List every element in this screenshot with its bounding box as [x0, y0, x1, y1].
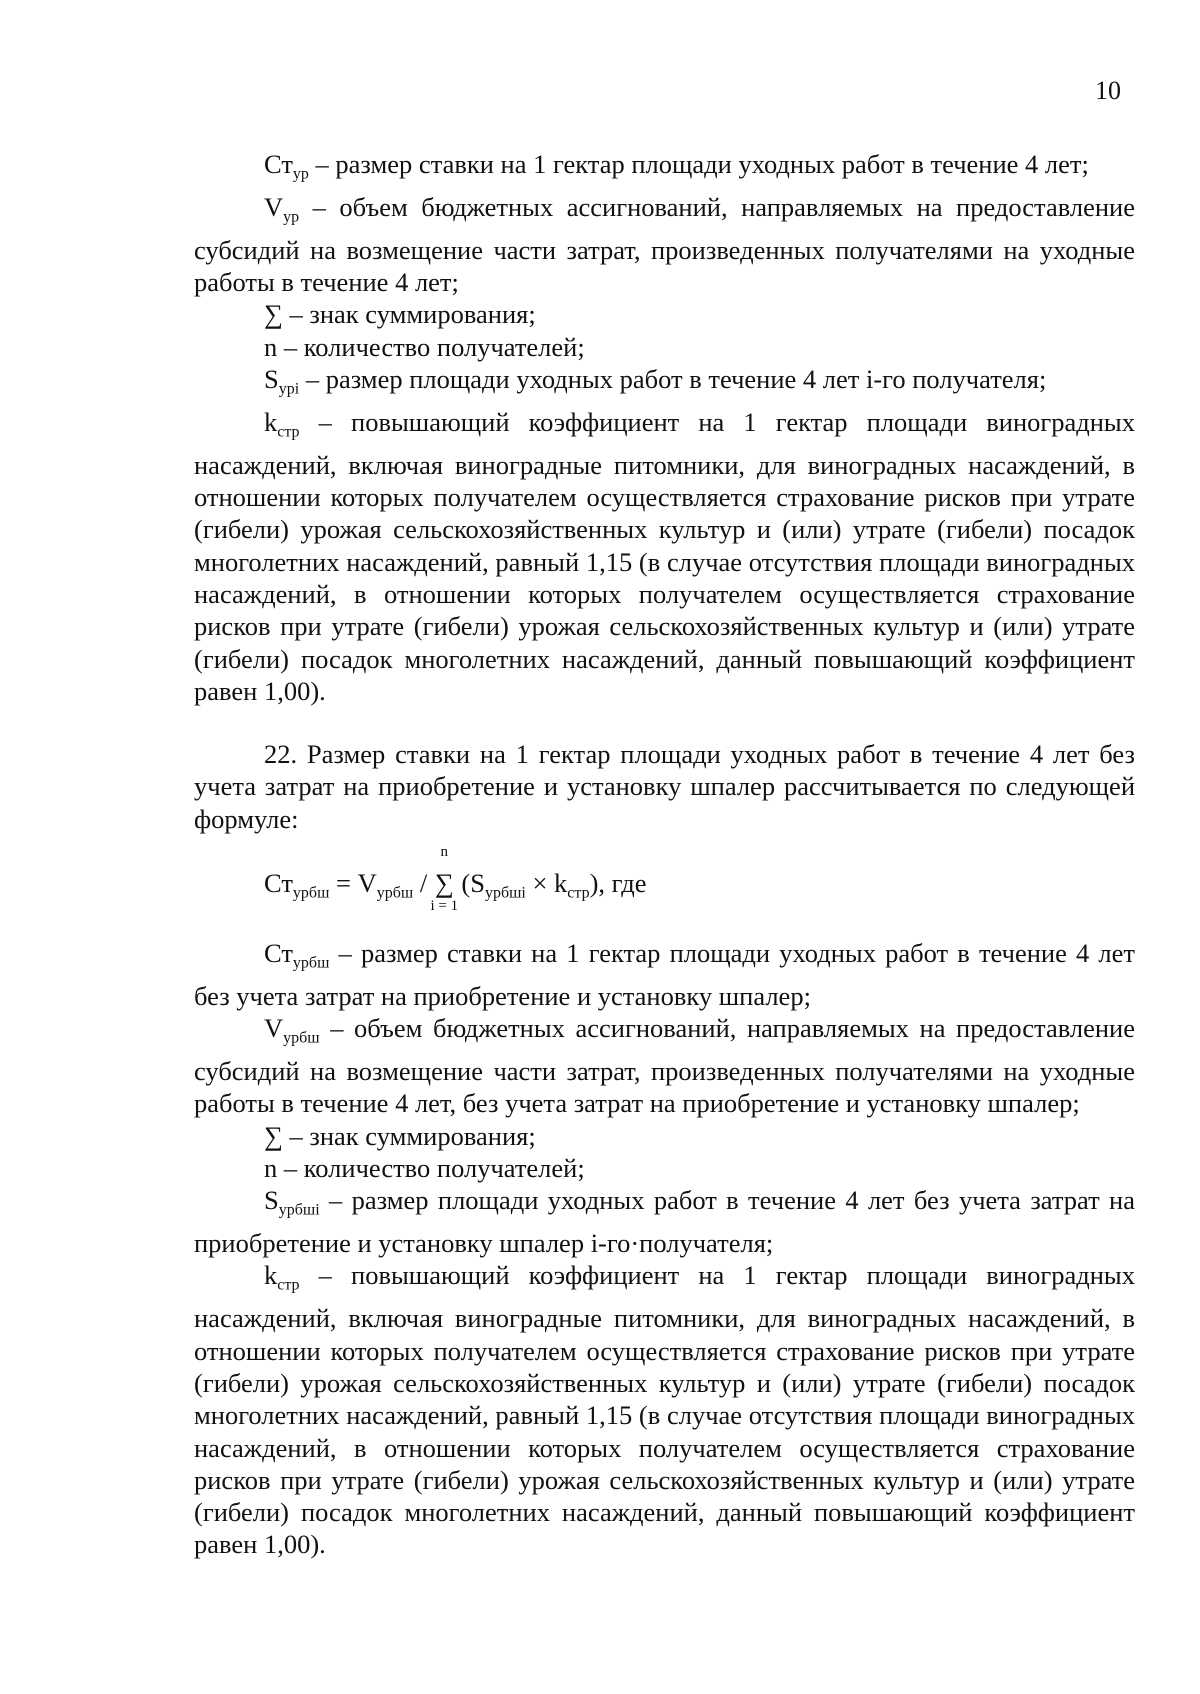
- sigma-group: [430, 844, 459, 915]
- definition-s-uri: [194, 363, 1135, 406]
- definition-v-urbsh: [194, 1012, 1135, 1119]
- definition-sum-2: ∑ – знак суммирования;: [264, 1120, 536, 1151]
- definition-text: – размер площади уходных работ в течение 4 лет i-го получателя;: [299, 363, 1047, 394]
- definition-sum: ∑ – знак суммирования;: [264, 299, 536, 330]
- subscript: ур: [292, 165, 309, 183]
- symbol: S: [264, 1185, 279, 1216]
- definition-st-urbsh: [194, 937, 1135, 1012]
- formula-close: ), где: [589, 868, 647, 899]
- formula-equals: =: [329, 868, 358, 899]
- clause-22: 22. Размер ставки на 1 гектар площади уходных работ в течение 4 лет без учета затрат на приобретение и установку шпалер рассчитывается по следующей формуле:: [194, 739, 1135, 834]
- subscript: урбш: [292, 954, 330, 972]
- formula: [264, 844, 647, 915]
- definition-text: – размер ставки на 1 гектар площади уходных работ в течение 4 лет;: [308, 149, 1089, 179]
- formula-v-subscript: урбш: [376, 884, 414, 902]
- formula-s-subscript: урбшi: [484, 884, 526, 902]
- subscript: стр: [277, 1277, 300, 1295]
- formula-lhs-symbol: Ст: [264, 868, 293, 899]
- subscript: ур: [283, 208, 300, 226]
- formula-k-subscript: стр: [567, 884, 590, 902]
- definition-text: – повышающий коэффициент на 1 гектар площади виноградных насаждений, включая виноградные питомники, для виноградных насаждений, в отношении которых получателем осуществляется страхование рисков при утрате (гибели) урожая сельскохозяйственных культур и (или) утрате (гибели) посадок многолетних насаждений, равный 1,15 (в случае отсутствия площади виноградных насаждений, в отношении которых получателем осуществляется страхование рисков при утрате (гибели) урожая сельскохозяйственных культур и (или) утрате (гибели) посадок многолетних насаждений, данный повышающий коэффициент равен 1,00).: [194, 406, 1135, 706]
- definition-text: – объем бюджетных ассигнований, направляемых на предоставление субсидий на возмещение части затрат, произведенных получателями на уходные работы в течение 4 лет;: [194, 191, 1135, 298]
- formula-block: [194, 845, 1135, 923]
- subscript: урбш: [283, 1029, 320, 1047]
- symbol: V: [264, 191, 284, 222]
- subscript: урбшi: [278, 1201, 320, 1219]
- formula-lhs-subscript: урбш: [292, 884, 330, 902]
- formula-divide: /: [413, 868, 434, 899]
- symbol: Ст: [264, 938, 293, 969]
- symbol: k: [264, 406, 278, 437]
- sigma-symbol: ∑: [434, 868, 454, 899]
- definition-n-2: n – количество получателей;: [264, 1152, 585, 1183]
- definition-v-ur: [194, 191, 1135, 298]
- symbol: k: [264, 1260, 278, 1291]
- formula-s-symbol: S: [470, 868, 485, 899]
- symbol: V: [264, 1013, 284, 1044]
- formula-times: ×: [525, 868, 555, 899]
- formula-v-symbol: V: [357, 868, 377, 899]
- page-number: 10: [1095, 76, 1121, 105]
- definition-k-str: [194, 406, 1135, 707]
- definition-s-urbshi: [194, 1184, 1135, 1259]
- document-body: [194, 148, 1135, 1561]
- formula-k-symbol: k: [554, 868, 568, 899]
- sum-upper-limit: n: [440, 844, 449, 861]
- definition-st-ur: [194, 148, 1135, 191]
- definition-text: – объем бюджетных ассигнований, направляемых на предоставление субсидий на возмещение части затрат, произведенных получателями на уходные работы в течение 4 лет, без учета затрат на приобретение и установку шпалер;: [194, 1013, 1135, 1119]
- definition-k-str-2: [194, 1259, 1135, 1560]
- definition-text: – размер ставки на 1 гектар площади уходных работ в течение 4 лет без учета затрат на приобретение и установку шпалер;: [194, 938, 1135, 1011]
- subscript: стр: [277, 423, 300, 441]
- symbol: Ст: [264, 149, 293, 179]
- sum-lower-limit: i = 1: [430, 898, 459, 915]
- symbol: S: [264, 363, 279, 394]
- formula-open-paren: (: [454, 868, 471, 899]
- subscript: урi: [278, 380, 300, 398]
- definition-n: n – количество получателей;: [264, 331, 585, 362]
- definition-text: – размер площади уходных работ в течение 4 лет без учета затрат на приобретение и установку шпалер i-го·получателя;: [194, 1185, 1135, 1259]
- definition-text: – повышающий коэффициент на 1 гектар площади виноградных насаждений, включая виноградные питомники, для виноградных насаждений, в отношении которых получателем осуществляется страхование рисков при утрате (гибели) урожая сельскохозяйственных культур и (или) утрате (гибели) посадок многолетних насаждений, равный 1,15 (в случае отсутствия площади виноградных насаждений, в отношении которых получателем осуществляется страхование рисков при утрате (гибели) урожая сельскохозяйственных культур и (или) утрате (гибели) посадок многолетних насаждений, данный повышающий коэффициент равен 1,00).: [194, 1260, 1135, 1560]
